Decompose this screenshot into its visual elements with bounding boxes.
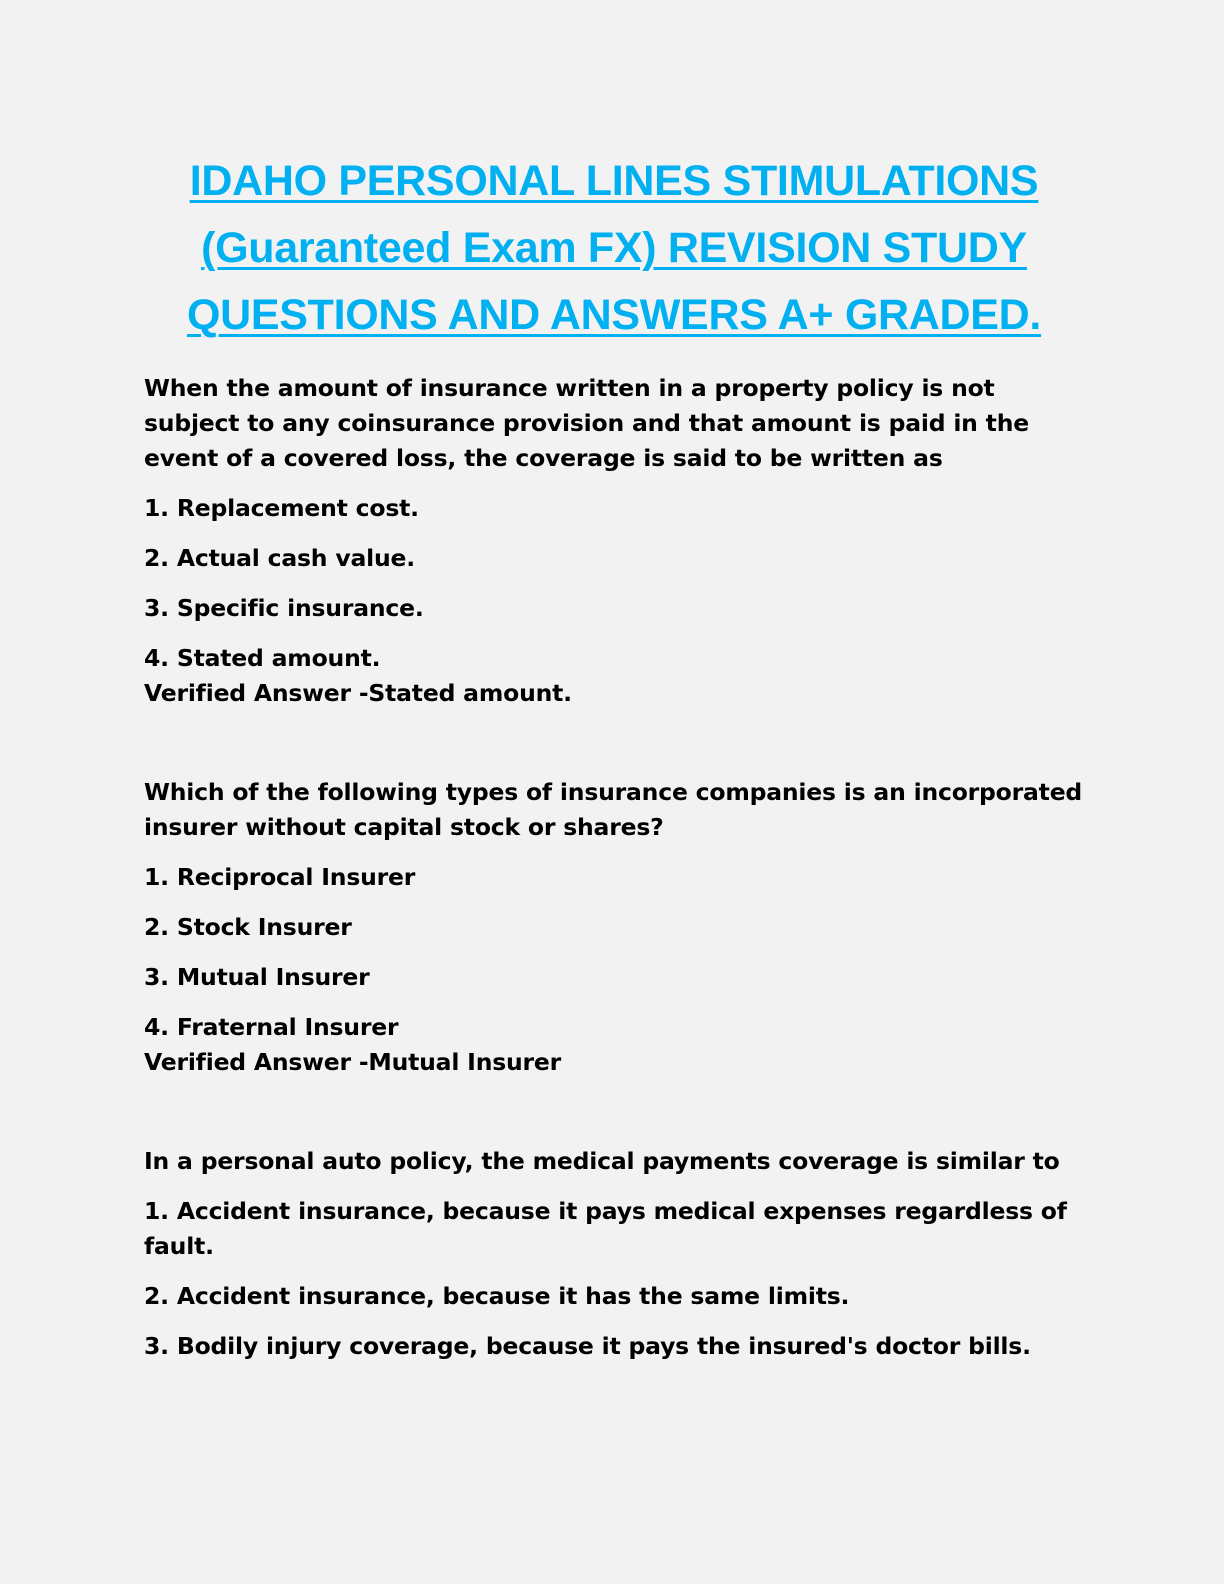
document-page	[144, 148, 1084, 1428]
title-line-2: (Guaranteed Exam FX) REVISION STUDY	[201, 224, 1027, 272]
question-block-2	[144, 775, 1084, 1080]
answer-option: 4. Stated amount.	[144, 644, 381, 672]
answer-option: 2. Accident insurance, because it has the same limits.	[144, 1282, 850, 1310]
answer-option: 3. Bodily injury coverage, because it pays the insured's doctor bills.	[144, 1332, 1031, 1360]
answer-option: 3. Mutual Insurer	[144, 963, 370, 991]
title-line-1: IDAHO PERSONAL LINES STIMULATIONS	[189, 157, 1039, 205]
question-text: In a personal auto policy, the medical payments coverage is similar to	[144, 1147, 1060, 1175]
question-block-1	[144, 371, 1084, 711]
document-title	[144, 148, 1084, 349]
answer-option: 4. Fraternal Insurer	[144, 1013, 399, 1041]
question-text: Which of the following types of insurance companies is an incorporated insurer without capital stock or shares?	[144, 778, 1083, 841]
answer-option: 1. Reciprocal Insurer	[144, 863, 416, 891]
answer-option: 1. Accident insurance, because it pays medical expenses regardless of fault.	[144, 1197, 1067, 1260]
answer-option: 2. Actual cash value.	[144, 544, 415, 572]
answer-option: 3. Specific insurance.	[144, 594, 424, 622]
verified-answer: Verified Answer -Stated amount.	[144, 679, 572, 707]
answer-option: 2. Stock Insurer	[144, 913, 352, 941]
answer-option: 1. Replacement cost.	[144, 494, 419, 522]
question-text: When the amount of insurance written in a property policy is not subject to any coinsurance provision and that amount is paid in the event of a covered loss, the coverage is said to be written as	[144, 374, 1029, 472]
verified-answer: Verified Answer -Mutual Insurer	[144, 1048, 562, 1076]
question-block-3	[144, 1144, 1084, 1364]
title-line-3: QUESTIONS AND ANSWERS A+ GRADED.	[186, 291, 1042, 339]
